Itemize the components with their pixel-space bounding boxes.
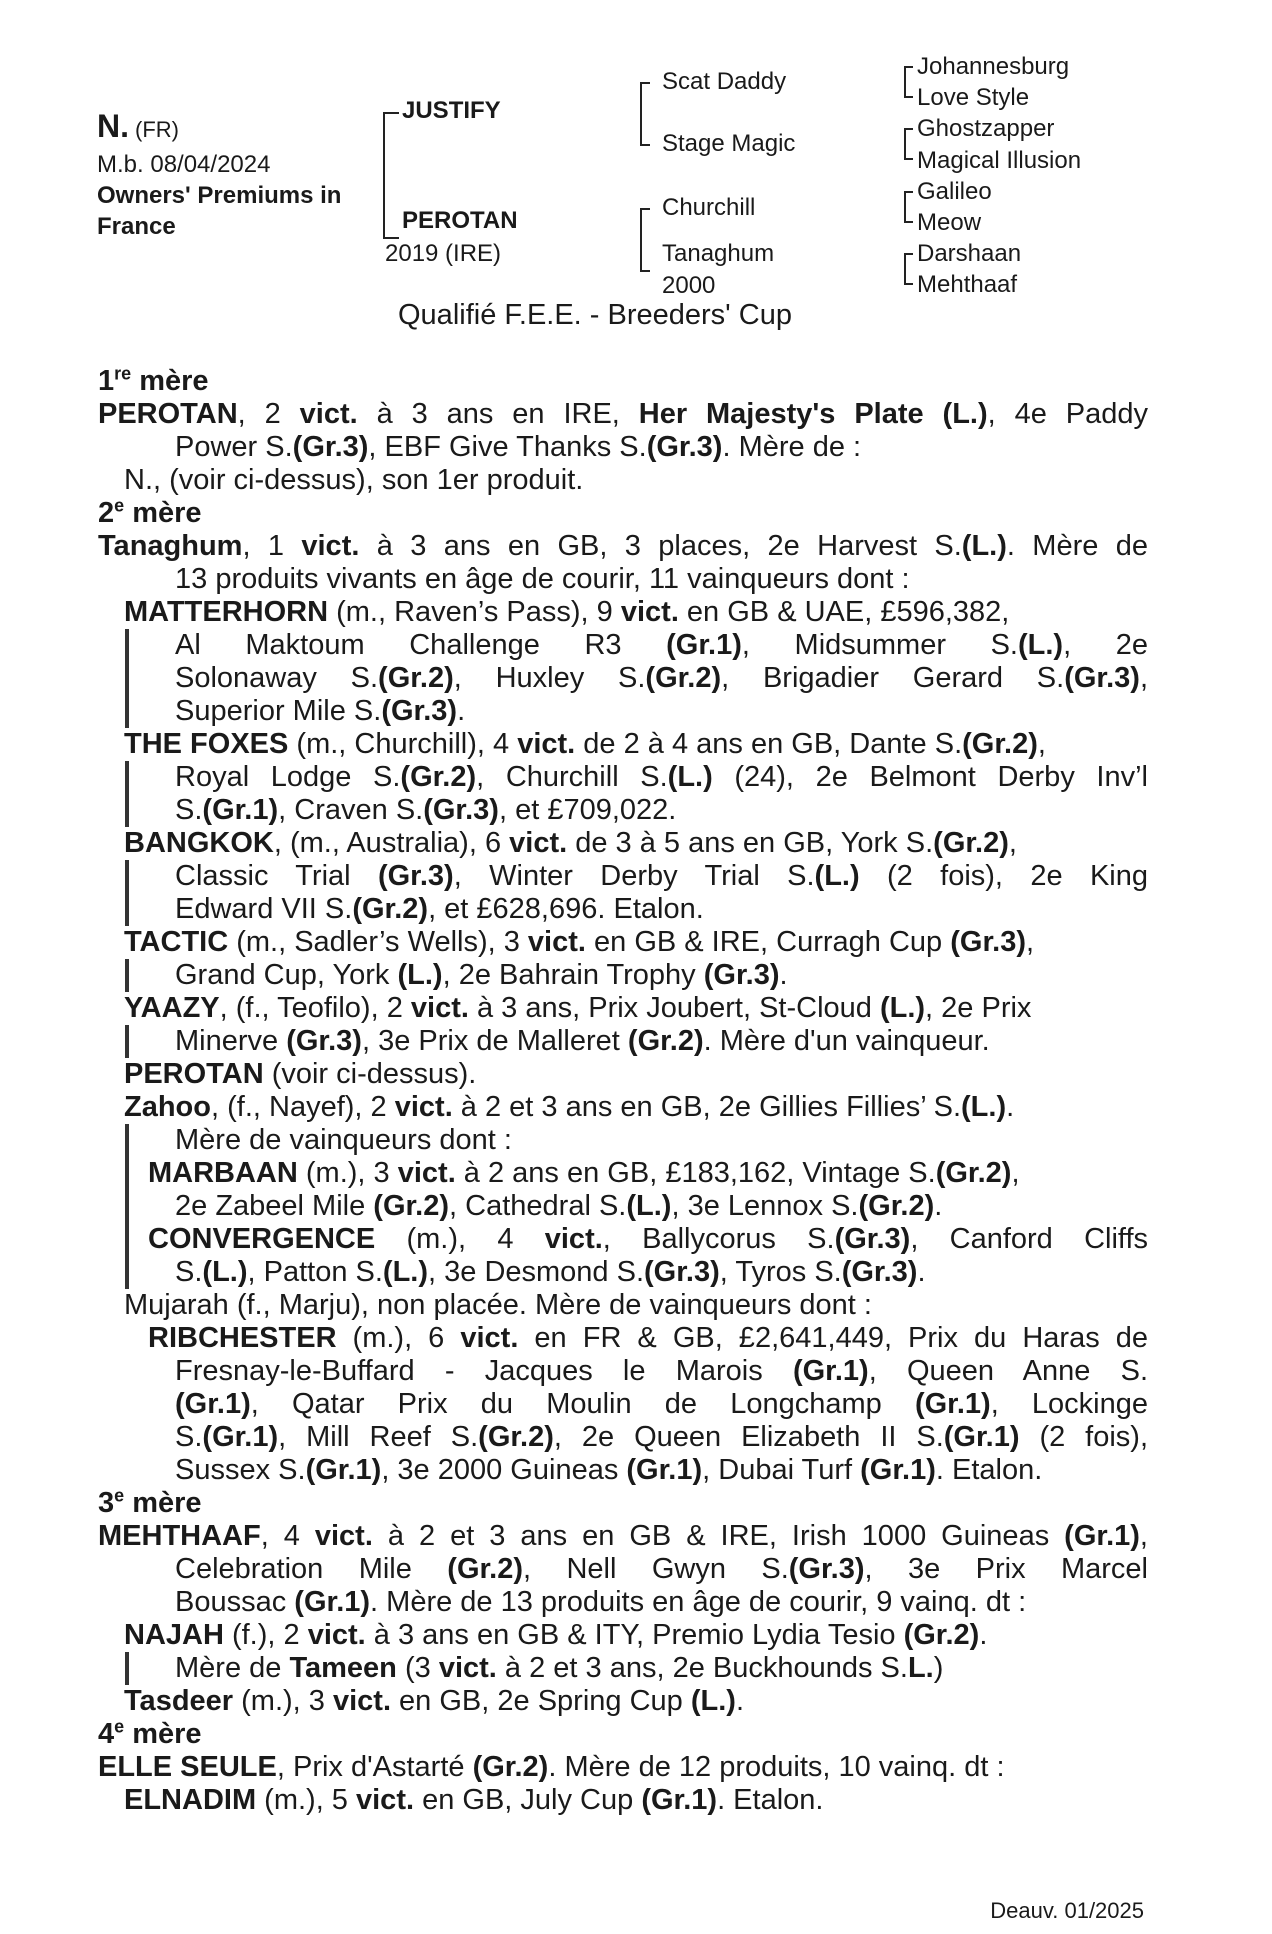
ggp-bracket-2: [904, 128, 913, 160]
text-line: Boussac (Gr.1). Mère de 13 produits en âge de courir, 9 vainq. dt :: [175, 1586, 1027, 1618]
text-line: NAJAH (f.), 2 vict. à 3 ans en GB & ITY, Premio Lydia Tesio (Gr.2).: [124, 1619, 988, 1651]
owners-premiums-line2: France: [97, 213, 176, 240]
ggp-3: Ghostzapper: [917, 115, 1055, 142]
ggp-bracket-3: [904, 191, 913, 223]
text-line: Edward VII S.(Gr.2), et £628,696. Etalon.: [98, 893, 1148, 926]
text-line: MATTERHORN (m., Raven’s Pass), 9 vict. en GB & UAE, £596,382,: [124, 596, 1010, 628]
text-line: Classic Trial (Gr.3), Winter Derby Trial S.(L.) (2 fois), 2e King: [98, 860, 1148, 893]
text-line: S.(L.), Patton S.(L.), 3e Desmond S.(Gr.3), Tyros S.(Gr.3).: [98, 1256, 1148, 1289]
text-line: S.(Gr.1), Mill Reef S.(Gr.2), 2e Queen Elizabeth II S.(Gr.1) (2 fois),: [175, 1421, 1149, 1453]
catalogue-reference: Deauv. 01/2025: [990, 1898, 1144, 1923]
horse-origin: (FR): [135, 117, 179, 142]
text-line: S.(Gr.1), Craven S.(Gr.3), et £709,022.: [98, 794, 1148, 827]
text-line: Sussex S.(Gr.1), 3e 2000 Guineas (Gr.1), Dubai Turf (Gr.1). Etalon.: [175, 1454, 1043, 1486]
text-line: N., (voir ci-dessus), son 1er produit.: [124, 464, 584, 496]
parents-bracket: [383, 112, 399, 239]
text-line: Celebration Mile (Gr.2), Nell Gwyn S.(Gr.3), 3e Prix Marcel: [175, 1553, 1148, 1585]
qualification-note: Qualifié F.E.E. - Breeders' Cup: [398, 299, 792, 331]
ggp-6: Meow: [917, 209, 982, 236]
text-line: ELNADIM (m.), 5 vict. en GB, July Cup (Gr.1). Etalon.: [124, 1784, 824, 1816]
text-line: Mère de Tameen (3 vict. à 2 et 3 ans, 2e Buckhounds S.L.): [98, 1652, 1148, 1685]
text-line: Mujarah (f., Marju), non placée. Mère de vainqueurs dont :: [124, 1289, 872, 1321]
text-line: YAAZY, (f., Teofilo), 2 vict. à 3 ans, Prix Joubert, St-Cloud (L.), 2e Prix: [124, 992, 1032, 1024]
text-line: Fresnay-le-Buffard - Jacques le Marois (Gr.1), Queen Anne S.: [175, 1355, 1148, 1387]
ggp-5: Galileo: [917, 178, 992, 205]
ggp-bracket-1: [904, 66, 913, 98]
section-heading-2: 2e mère: [98, 495, 202, 529]
text-line: TACTIC (m., Sadler’s Wells), 3 vict. en GB & IRE, Curragh Cup (Gr.3),: [124, 926, 1035, 958]
dam-bracket: [640, 208, 650, 272]
ggp-4: Magical Illusion: [917, 147, 1082, 174]
sire-sire: Scat Daddy: [662, 68, 787, 95]
text-line: Al Maktoum Challenge R3 (Gr.1), Midsummer S.(L.), 2e: [98, 629, 1148, 662]
text-line: Tanaghum, 1 vict. à 3 ans en GB, 3 places, 2e Harvest S.(L.). Mère de: [98, 530, 1148, 562]
horse-name: N.: [97, 108, 129, 144]
text-line: 2e Zabeel Mile (Gr.2), Cathedral S.(L.), 3e Lennox S.(Gr.2).: [98, 1190, 1148, 1223]
section-heading-4: 4e mère: [98, 1716, 202, 1750]
text-line: Solonaway S.(Gr.2), Huxley S.(Gr.2), Brigadier Gerard S.(Gr.3),: [98, 662, 1148, 695]
horse-name-line: [97, 108, 179, 144]
text-line: CONVERGENCE (m.), 4 vict., Ballycorus S.(Gr.3), Canford Cliffs: [98, 1223, 1148, 1256]
dam-sire: Churchill: [662, 194, 756, 221]
text-line: THE FOXES (m., Churchill), 4 vict. de 2 à 4 ans en GB, Dante S.(Gr.2),: [124, 728, 1046, 760]
text-line: Tasdeer (m.), 3 vict. en GB, 2e Spring Cup (L.).: [124, 1685, 744, 1717]
text-line: Superior Mile S.(Gr.3).: [98, 695, 1148, 728]
ggp-2: Love Style: [917, 84, 1030, 111]
ggp-bracket-4: [904, 253, 913, 285]
text-line: Royal Lodge S.(Gr.2), Churchill S.(L.) (24), 2e Belmont Derby Inv’l: [98, 761, 1148, 794]
dam-dam: Tanaghum: [662, 240, 775, 267]
dam-name: PEROTAN: [402, 207, 518, 234]
owners-premiums-line1: Owners' Premiums in: [97, 182, 342, 209]
text-line: Power S.(Gr.3), EBF Give Thanks S.(Gr.3). Mère de :: [175, 431, 862, 463]
dam-line-body: [98, 365, 1148, 1817]
text-line: PEROTAN, 2 vict. à 3 ans en IRE, Her Majesty's Plate (L.), 4e Paddy: [98, 398, 1149, 430]
text-line: Zahoo, (f., Nayef), 2 vict. à 2 et 3 ans en GB, 2e Gillies Fillies’ S.(L.).: [124, 1091, 1015, 1123]
text-line: (Gr.1), Qatar Prix du Moulin de Longchamp (Gr.1), Lockinge: [175, 1388, 1148, 1420]
text-line: Grand Cup, York (L.), 2e Bahrain Trophy (Gr.3).: [98, 959, 1148, 992]
sire-bracket: [640, 82, 650, 146]
sire-name: JUSTIFY: [402, 97, 501, 124]
text-line: Minerve (Gr.3), 3e Prix de Malleret (Gr.2). Mère d'un vainqueur.: [98, 1025, 1148, 1058]
text-line: 13 produits vivants en âge de courir, 11 vainqueurs dont :: [175, 563, 910, 595]
text-line: BANGKOK, (m., Australia), 6 vict. de 3 à 5 ans en GB, York S.(Gr.2),: [124, 827, 1017, 859]
text-line: PEROTAN (voir ci-dessus).: [124, 1058, 477, 1090]
section-heading-1: 1re mère: [98, 363, 209, 397]
dam-dam-year: 2000: [662, 272, 716, 299]
ggp-7: Darshaan: [917, 240, 1022, 267]
text-line: MEHTHAAF, 4 vict. à 2 et 3 ans en GB & IRE, Irish 1000 Guineas (Gr.1),: [98, 1520, 1148, 1552]
dam-details: 2019 (IRE): [385, 240, 502, 267]
ggp-1: Johannesburg: [917, 53, 1070, 80]
text-line: MARBAAN (m.), 3 vict. à 2 ans en GB, £183,162, Vintage S.(Gr.2),: [98, 1157, 1148, 1190]
sire-dam: Stage Magic: [662, 130, 796, 157]
text-line: Mère de vainqueurs dont :: [98, 1124, 1148, 1157]
text-line: RIBCHESTER (m.), 6 vict. en FR & GB, £2,641,449, Prix du Haras de: [148, 1322, 1148, 1354]
text-line: ELLE SEULE, Prix d'Astarté (Gr.2). Mère de 12 produits, 10 vainq. dt :: [98, 1751, 1005, 1783]
section-heading-3: 3e mère: [98, 1485, 202, 1519]
horse-details: M.b. 08/04/2024: [97, 151, 271, 178]
ggp-8: Mehthaaf: [917, 271, 1018, 298]
